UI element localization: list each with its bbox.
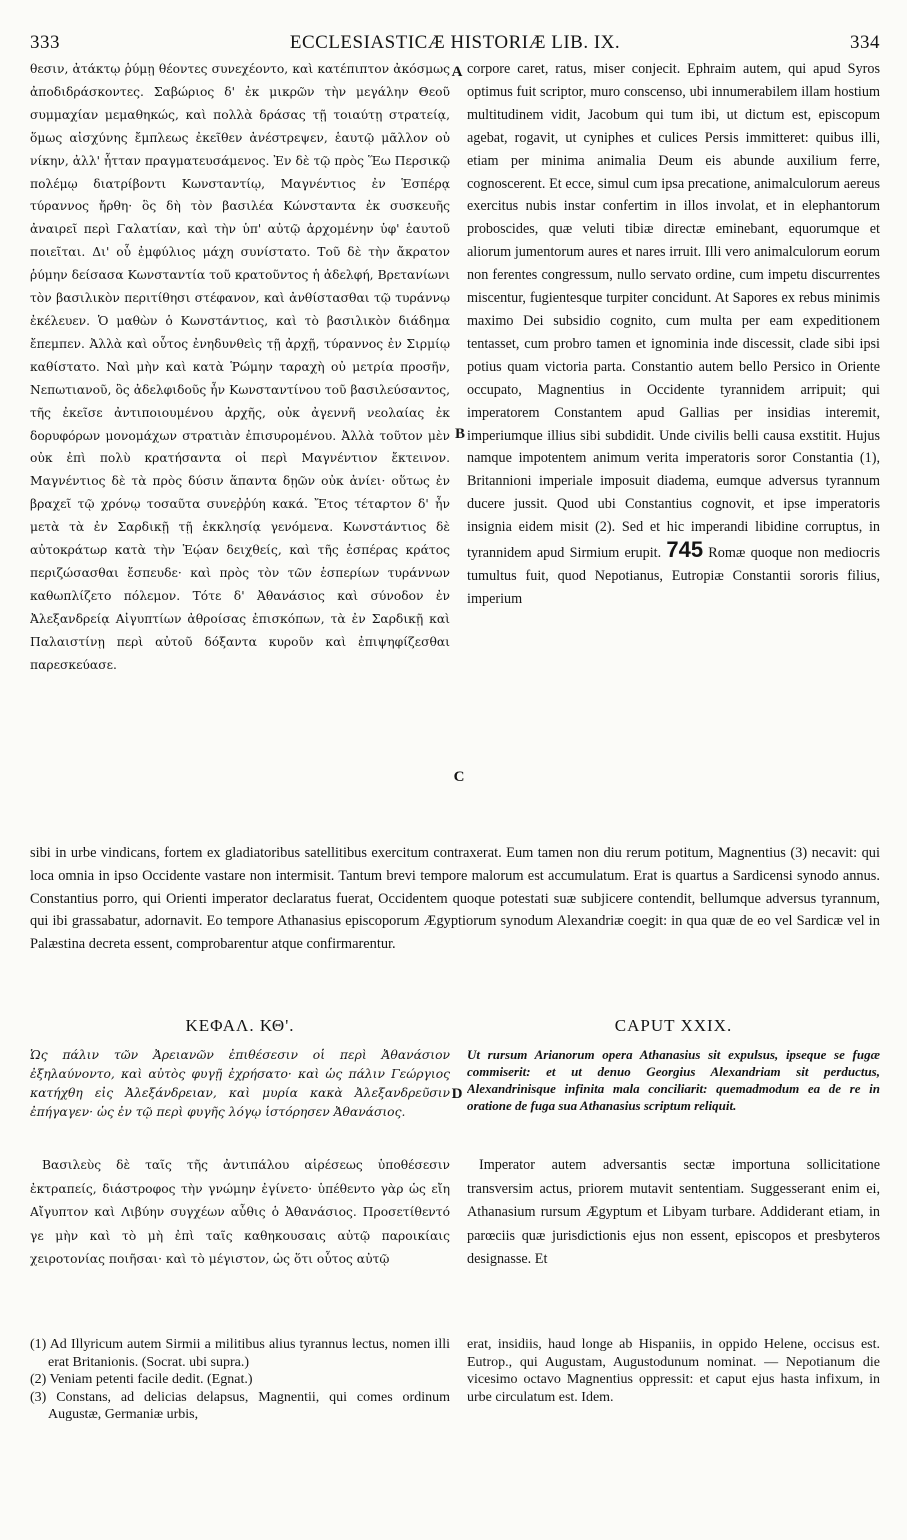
greek-text-top: θεσιν, ἀτάκτῳ ῥύμῃ θέοντες συνεχέοντο, καὶ κατέπιπτον ἀκόσμως ἀποδιδράσκοντες. Σαβώριος δ' ἐκ μικρῶν τὴν μεγάλην Θεοῦ συμμαχίαν μεμαθηκώς, καὶ πολλὰ δράσας τῇ τοιαύτῃ στρατείᾳ, ὅμως αἰσχύνης ἔμπλεως ἐκεῖθεν ἀνέστρεψεν, ἑαυτῷ μᾶλλον οὐ νίκην, ἀλλ' ἧτταν πραγματευσάμενος. Ἐν δὲ τῷ πρὸς Ἕω Περσικῷ πολέμῳ διατρίβοντι Κωνσταντίῳ, Μαγνέντιος ἐν Ἑσπέρᾳ τύραννος ἤρθη· ὃς δὴ τὸν βασιλέα Κώνσταντα ἐκ συσκευῆς ἀναιρεῖ περὶ Γαλατίαν, καὶ τὴν ὑπ' αὐτῷ ἀρχομένην ὑφ' ἑαυτοῦ ποιεῖται. Δι' οὗ ἐμφύλιος μάχη συνίστατο. Τοῦ δὲ τὴν ἄκρατον ῥύμην δείσασα Κωνσταντία τοῦ κρατοῦντος ἡ ἀδελφή, Βρετανίωνι τὸν βασιλικὸν περιτίθησι στέφανον, καὶ ἀνθίστασθαι τῷ τυράννῳ ἐκέλευεν. Ὁ μαθὼν ὁ Κωνστάντιος, καὶ τὸ βασιλικὸν διάδημα ἔπεμπεν. Ἀλλὰ καὶ οὗτος ἐνηδυνθεὶς τῇ ἀρχῇ, τύραννος ἐν Σιρμίῳ καθίστατο. Ναὶ μὴν καὶ κατὰ Ῥώμην ταραχὴ οὐ μετρία προσῆν, Νεπωτιανοῦ, ὃς ἀδελφιδοῦς ἦν Κωνσταντίνου τοῦ βασιλεύσαντος, τῆς ἐκεῖσε ἀντιποιουμένου ἀρχῆς, οὐκ ἀγεννῆ νεολαίας ἐκ δορυφόρων μονομάχων στρατιὰν ἐπισυρομένου. Ἀλλὰ τοῦτον μὲν οὐκ ἐπὶ πολὺ κρατήσαντα οἱ περὶ Μαγνέντιον ἔκτεινον. Μαγνέντιος δὲ τὰ πρὸς δύσιν ἅπαντα δῃῶν οὐκ ἀνίει· οὕτως ἐν βραχεῖ τῷ χρόνῳ τοσαῦτα συνεῤῥύη κακά. Ἔτος τέταρτον δ' ἦν μετὰ τὰ ἐν Σαρδικῇ τῇ ἐκκλησίᾳ γενόμενα. Κωνστάντιος δὲ αὐτοκράτωρ κατὰ τὴν Ἑῴαν δειχθείς, καὶ τῆς ἑσπέρας κράτος περιζώσασθαι ἔσπευδε· καὶ πρὸς τὸν τῶν ἑσπερίων τυράννων καθωπλίζετο πόλεμον. Τότε δ' Ἀθανάσιος καὶ σύνοδον ἐν Ἀλεξανδρείᾳ Αἰγυπτίων ἀθροίσας ἐπισκόπων, τὰ ἐν Σαρδικῇ καὶ Παλαιστίνῃ περὶ αὐτοῦ δόξαντα κυροῦν καὶ ἐπιψηφίζεσθαι παρεσκεύασε. bbox=[30, 62, 450, 672]
chapter-head-latin: CAPUT XXIX. bbox=[614, 1016, 733, 1035]
footnotes-right bbox=[467, 1336, 880, 1456]
greek-summary: Ὡς πάλιν τῶν Ἀρειανῶν ἐπιθέσεσιν οἱ περὶ Ἀθανάσιον ἐξηλαύνοντο, καὶ αὐτὸς φυγῇ ἐχρήσατο· καὶ ὡς πάλιν Γεώργιος κατήχθη εἰς Ἀλεξάνδρειαν, καὶ μυρία κακὰ Ἀλεξανδρεῦσιν ἐπήγαγεν· ὡς ἐν τῷ περὶ φυγῆς λόγῳ ἱστόρησεν Ἀθανάσιος. bbox=[30, 1048, 450, 1119]
latin-full-width bbox=[30, 842, 880, 1010]
latin-text-top-continued: Romæ quoque non mediocris tumultus fuit, quod Nepotianus, Eutropiæ Constantii sororis filius, imperium bbox=[467, 545, 880, 607]
footnote-3-continued: erat, insidiis, haud longe ab Hispaniis, in oppido Helene, occisus est. Eutrop., qui Augustam, Augustodunum nominat. — Nepotianum die vicesimo octavo Magnentius oppressit: et caput ejus hasta infixum, in urbe circulatum est. Idem. bbox=[467, 1337, 880, 1405]
margin-marker-a: A bbox=[451, 64, 463, 80]
margin-marker-d: D bbox=[451, 1086, 463, 1102]
latin-chapter-text bbox=[467, 1154, 880, 1322]
page-number-right: 334 bbox=[850, 32, 880, 53]
footnote-3: (3) Constans, ad delicias delapsus, Magnentii, qui comes ordinum Augustæ, Germaniæ urbis, bbox=[30, 1389, 450, 1423]
latin-full-text: sibi in urbe vindicans, fortem ex gladiatoribus satellitibus exercitum contraxerat. Eum tamen non diu rerum potitum, Magnentius (3) necavit: qui loca omnia in ipso Occidente vastare non intermisit. Tantum brevi tempore malorum est accumulatum. Erat is quartus a Sardicensi synodo annus. Constantius porro, qui Orienti imperator declaratus fuerat, Occidentem quoque potestati suæ subjicere contendit, bellumque adversus tyrannum, qui ibi grassabatur, adornavit. Eo tempore Athanasius episcoporum Ægyptiorum synodum Alexandriæ coegit: in qua quæ de eo vel Sardicæ vel in Palæstina decreta essent, comprobarentur atque confirmarentur. bbox=[30, 845, 880, 953]
latin-chapter-body: Imperator autem adversantis sectæ importuna sollicitatione transversim actus, priorem mutavit sententiam. Suggesserant enim ei, Athanasium rursum Ægyptum et Libyam turbare. Addiderant etiam, in parœciis quæ jurisdictionis ejus non essent, episcopos et presbyteros designasse. Et bbox=[467, 1157, 880, 1268]
running-header bbox=[30, 24, 880, 54]
footnotes-left bbox=[30, 1336, 450, 1456]
margin-marker-c: C bbox=[453, 769, 465, 785]
greek-chapter-text bbox=[30, 1154, 450, 1322]
latin-text-top: corpore caret, ratus, miser conjecit. Ephraim autem, qui apud Syros optimus fuit scriptor, muro conscenso, ubi innumerabilem illam hostium multitudinem vidit, Jacobum qui tum ibi, ut dictum est, episcopum agebat, rogavit, ut cyniphes et culices Persis immitteret: quibus illi, etiam per minima animalia Deum eis abunde auxilium ferre, cognoscerent. Et ecce, simul cum ipsa precatione, animalculorum aereus exercitus nubis instar confertim in illos involat, et in elephantorum proboscides, quæ veluti tibiæ directæ eminebant, equorumque et aliorum jumentorum aures et nares irruit. Illi vero animalculorum eorum non ferentes congressum, nullo servato ordine, cum impetu discurrentes miscentur, fugientesque turpiter concidunt. At Sapores ex rebus minimis maximo Dei subsidio cognito, cum multa per eam expeditionem tentasset, cum probro tamen et ignominia inde discessit, clade sibi ipsi potius quam victoria parta. Constantio autem bello Persico in Oriente occupato, Magnentius in Occidente tyrannidem arripuit; qui imperatorem Constantem apud Gallias per insidias interemit, imperiumque illius sibi subdidit. Unde civilis belli causa exstitit. Hujus namque impotentem animum verita imperatoris soror Constantia (1), Britannioni imperiale imposuit diadema, eumque adversus tyrannum ducere jussit. Quod ubi Constantius cognovit, et ipse imperatoris insignia eidem misit (2). Sed et hic imperandi libidine corruptus, in tyrannidem apud Sirmium erupit. bbox=[467, 61, 880, 562]
greek-chapter-body: Βασιλεὺς δὲ ταῖς τῆς ἀντιπάλου αἱρέσεως ὑποθέσεσιν ἐκτραπείς, διάστροφος τὴν γνώμην ἐγίνετο· ὑπέθεντο γὰρ ὡς εἴη Αἴγυπτον καὶ Λιβύην συγχέων αὖθις ὁ Ἀθανάσιος. Προσετίθεντό γε μὴν καὶ τὸ μὴ ἐπὶ ταῖς καθηκουσαις αὐτῷ παροικίαις χειροτονίας ποιῆσαι· καὶ τὸ μέγιστον, ὡς ὅτι οὗτος αὐτῷ bbox=[30, 1158, 450, 1267]
greek-column-top bbox=[30, 58, 450, 836]
chapter-head-greek: ΚΕΦΑΛ. ΚΘ'. bbox=[185, 1016, 295, 1035]
running-title: ECCLESIASTICÆ HISTORIÆ LIB. IX. bbox=[289, 32, 621, 53]
footnote-2: (2) Veniam petenti facile dedit. (Egnat.) bbox=[30, 1372, 253, 1388]
column-number: 745 bbox=[666, 537, 704, 563]
margin-marker-b: B bbox=[454, 426, 465, 442]
page-number-left: 333 bbox=[30, 32, 60, 53]
page bbox=[30, 24, 880, 1524]
footnote-1: (1) Ad Illyricum autem Sirmii a militibus alius tyrannus lectus, nomen illi erat Britanionis. (Socrat. ubi supra.) bbox=[30, 1337, 450, 1370]
latin-column-top bbox=[467, 58, 880, 850]
latin-summary: Ut rursum Arianorum opera Athanasius sit expulsus, ipseque se fugæ commiserit: et ut denuo Georgius Alexandriam sit perductus, Alexandrinisque infinita mala conciliarit: quemadmodum ea de re in oratione de fuga sua Athanasius scriptum reliquit. bbox=[467, 1047, 880, 1113]
